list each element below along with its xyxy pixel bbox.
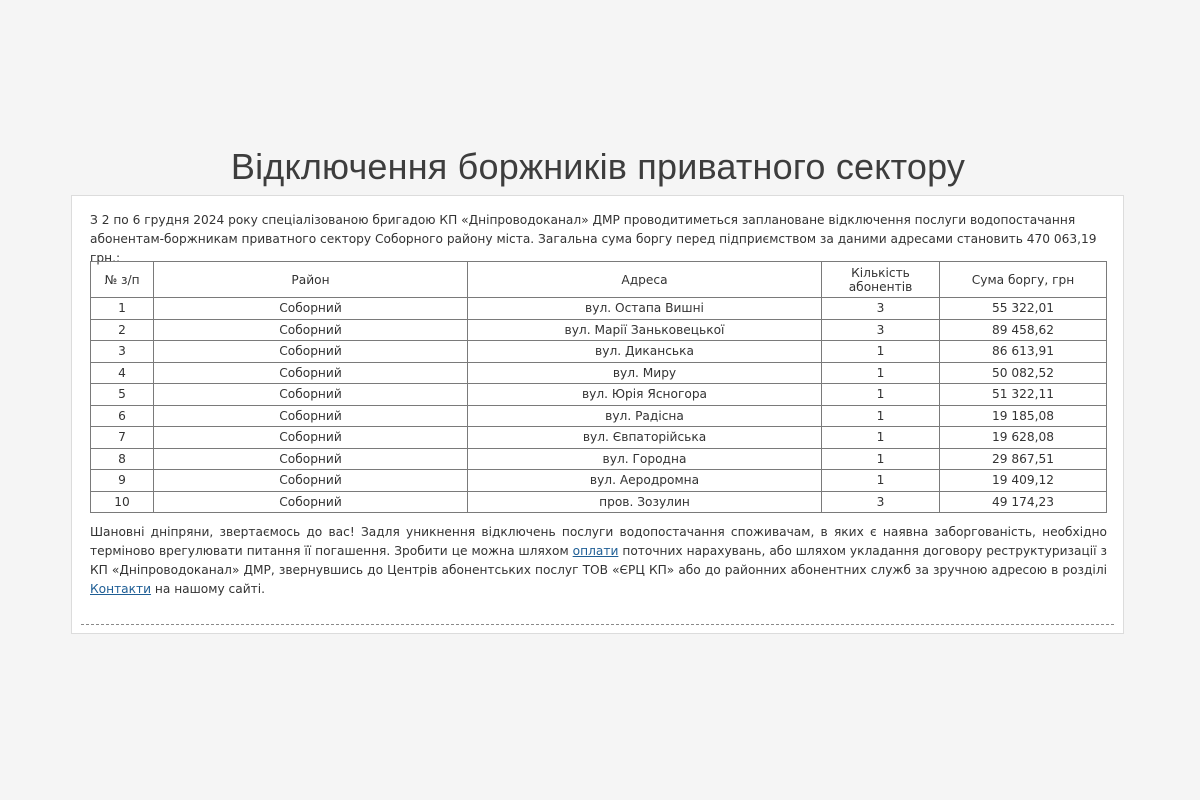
payment-link[interactable]: оплати bbox=[572, 544, 619, 558]
cell-count: 1 bbox=[822, 448, 940, 470]
cell-sum: 55 322,01 bbox=[940, 298, 1107, 320]
header-count-line1: Кількість bbox=[851, 265, 910, 280]
header-subscribers-count bbox=[822, 262, 940, 298]
table-row bbox=[91, 384, 1107, 406]
cell-sum: 19 185,08 bbox=[940, 405, 1107, 427]
table-row bbox=[91, 491, 1107, 513]
cell-count: 1 bbox=[822, 362, 940, 384]
cell-count: 3 bbox=[822, 491, 940, 513]
outro-paragraph bbox=[90, 523, 1107, 599]
outro-text-part2: поточних нарахувань, або шляхом укладання договору реструктуризації з КП «Дніпроводоканал» ДМР, звернувшись до Центрів абонентських послуг ТОВ «ЄРЦ КП» або до районних абонентних служб за зручною адресою в розділі bbox=[90, 544, 1107, 577]
cell-district: Соборний bbox=[154, 448, 468, 470]
article-content bbox=[71, 195, 1124, 634]
cell-address: вул. Радісна bbox=[468, 405, 822, 427]
cell-sum: 51 322,11 bbox=[940, 384, 1107, 406]
cell-count: 3 bbox=[822, 298, 940, 320]
cell-sum: 50 082,52 bbox=[940, 362, 1107, 384]
cell-sum: 29 867,51 bbox=[940, 448, 1107, 470]
header-number: № з/п bbox=[91, 262, 154, 298]
cell-address: пров. Зозулин bbox=[468, 491, 822, 513]
table-row bbox=[91, 470, 1107, 492]
intro-paragraph: З 2 по 6 грудня 2024 року спеціалізованою бригадою КП «Дніпроводоканал» ДМР проводитиметься заплановане відключення послуги водопостачання абонентам-боржникам приватного сектору Соборного району міста. Загальна сума боргу перед підприємством за даними адресами становить 470 063,19 грн.: bbox=[90, 213, 1097, 265]
contacts-link[interactable]: Контакти bbox=[90, 582, 152, 596]
cell-number: 3 bbox=[91, 341, 154, 363]
cell-count: 1 bbox=[822, 405, 940, 427]
cell-sum: 19 409,12 bbox=[940, 470, 1107, 492]
cell-sum: 19 628,08 bbox=[940, 427, 1107, 449]
table-header-row bbox=[91, 262, 1107, 298]
cell-district: Соборний bbox=[154, 298, 468, 320]
cell-address: вул. Остапа Вишні bbox=[468, 298, 822, 320]
cell-district: Соборний bbox=[154, 491, 468, 513]
cell-address: вул. Марії Заньковецької bbox=[468, 319, 822, 341]
cell-number: 10 bbox=[91, 491, 154, 513]
cell-sum: 86 613,91 bbox=[940, 341, 1107, 363]
cell-number: 8 bbox=[91, 448, 154, 470]
cell-district: Соборний bbox=[154, 470, 468, 492]
debtors-table bbox=[90, 261, 1107, 513]
cell-district: Соборний bbox=[154, 405, 468, 427]
table-row bbox=[91, 319, 1107, 341]
cell-address: вул. Аеродромна bbox=[468, 470, 822, 492]
cell-address: вул. Юрія Ясногора bbox=[468, 384, 822, 406]
cell-number: 9 bbox=[91, 470, 154, 492]
cell-number: 7 bbox=[91, 427, 154, 449]
table-row bbox=[91, 341, 1107, 363]
cell-district: Соборний bbox=[154, 362, 468, 384]
cell-sum: 49 174,23 bbox=[940, 491, 1107, 513]
cell-address: вул. Євпаторійська bbox=[468, 427, 822, 449]
outro-text-part1: Шановні дніпряни, звертаємось до вас! Задля уникнення відключень послуги водопостачання споживачам, в яких є наявна заборгованість, необхідно терміново врегулювати питання її погашення. Зробити це можна шляхом bbox=[90, 525, 1107, 558]
table-row bbox=[91, 362, 1107, 384]
table-row bbox=[91, 427, 1107, 449]
cell-address: вул. Диканська bbox=[468, 341, 822, 363]
header-count-line2: абонентів bbox=[848, 279, 913, 294]
header-district: Район bbox=[154, 262, 468, 298]
page-title: Відключення боржників приватного сектору bbox=[230, 146, 966, 187]
dashed-divider bbox=[81, 624, 1114, 625]
table-row bbox=[91, 405, 1107, 427]
outro-text-part3: на нашому сайті. bbox=[151, 582, 265, 596]
table-row bbox=[91, 298, 1107, 320]
cell-district: Соборний bbox=[154, 341, 468, 363]
cell-number: 2 bbox=[91, 319, 154, 341]
cell-district: Соборний bbox=[154, 384, 468, 406]
cell-address: вул. Миру bbox=[468, 362, 822, 384]
cell-number: 5 bbox=[91, 384, 154, 406]
cell-number: 4 bbox=[91, 362, 154, 384]
cell-sum: 89 458,62 bbox=[940, 319, 1107, 341]
cell-number: 6 bbox=[91, 405, 154, 427]
cell-number: 1 bbox=[91, 298, 154, 320]
cell-count: 3 bbox=[822, 319, 940, 341]
cell-district: Соборний bbox=[154, 319, 468, 341]
header-address: Адреса bbox=[468, 262, 822, 298]
cell-count: 1 bbox=[822, 427, 940, 449]
cell-address: вул. Городна bbox=[468, 448, 822, 470]
cell-district: Соборний bbox=[154, 427, 468, 449]
cell-count: 1 bbox=[822, 470, 940, 492]
header-debt-sum: Сума боргу, грн bbox=[940, 262, 1107, 298]
cell-count: 1 bbox=[822, 341, 940, 363]
table-row bbox=[91, 448, 1107, 470]
cell-count: 1 bbox=[822, 384, 940, 406]
